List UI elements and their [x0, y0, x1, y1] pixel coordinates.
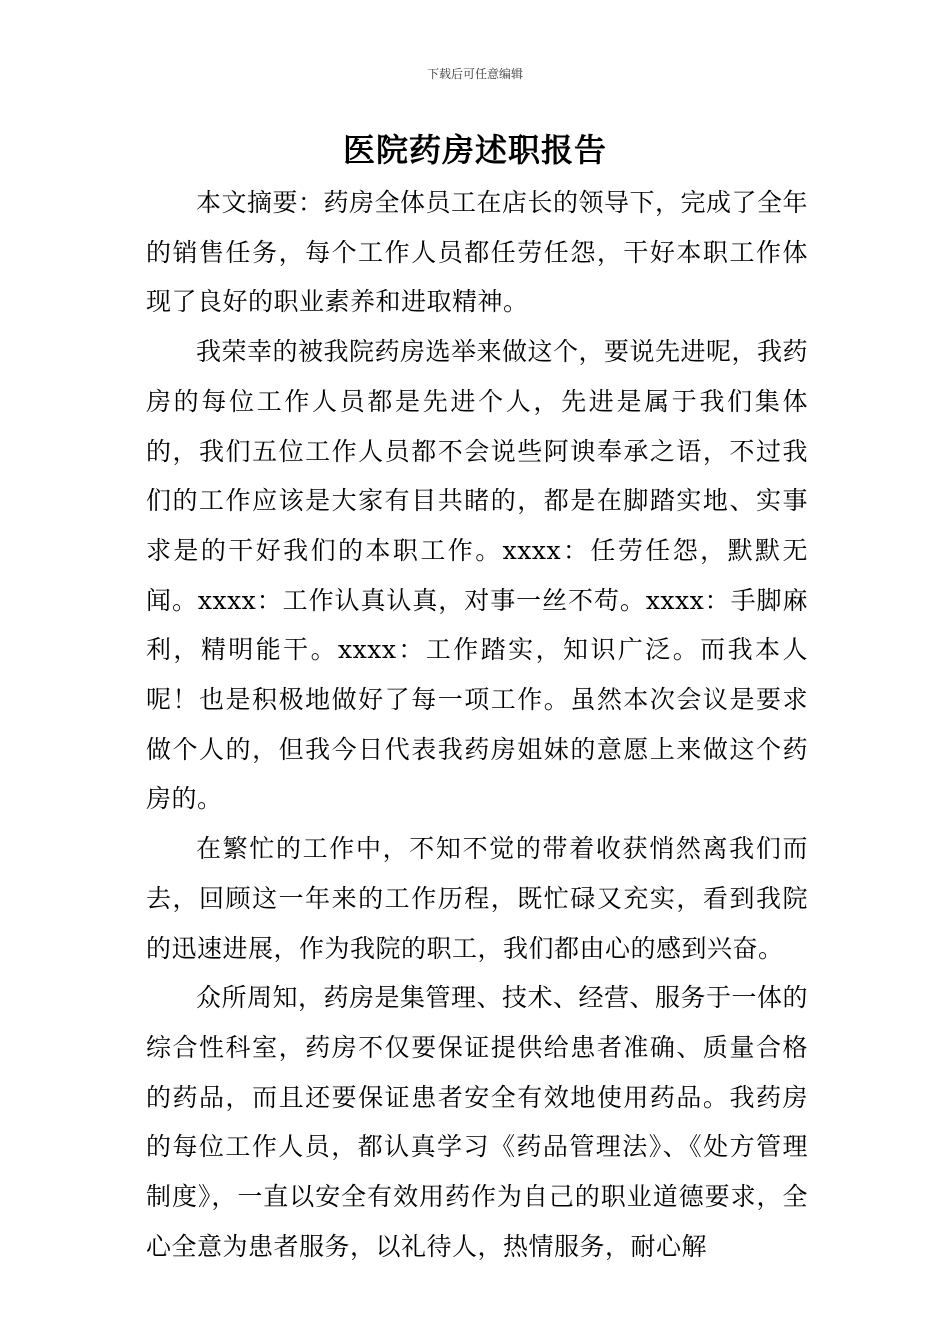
document-body — [146, 178, 808, 1271]
paragraph-review: 在繁忙的工作中，不知不觉的带着收获悄然离我们而去，回顾这一年来的工作历程，既忙碌又充实，看到我院的迅速进展，作为我院的职工，我们都由心的感到兴奋。 — [146, 834, 808, 963]
paragraph-team: 我荣幸的被我院药房选举来做这个，要说先进呢，我药房的每位工作人员都是先进个人，先进是属于我们集体的，我们五位工作人员都不会说些阿谀奉承之语，不过我们的工作应该是大家有目共睹的，都是在脚踏实地、实事求是的干好我们的本职工作。xxxx：任劳任怨，默默无闻。xxxx：工作认真认真，对事一丝不苟。xxxx：手脚麻利，精明能干。xxxx：工作踏实，知识广泛。而我本人呢！也是积极地做好了每一项工作。虽然本次会议是要求做个人的，但我今日代表我药房姐妹的意愿上来做这个药房的。 — [146, 337, 809, 814]
document-title: 医院药房述职报告 — [342, 131, 607, 169]
paragraph-abstract: 本文摘要：药房全体员工在店长的领导下，完成了全年的销售任务，每个工作人员都任劳任怨，干好本职工作体现了良好的职业素养和进取精神。 — [146, 188, 809, 317]
paragraph-pharmacy-duties: 众所周知，药房是集管理、技术、经营、服务于一体的综合性科室，药房不仅要保证提供给患者准确、质量合格的药品，而且还要保证患者安全有效地使用药品。我药房的每位工作人员，都认真学习《药品管理法》、《处方管理制度》，一直以安全有效用药作为自己的职业道德要求，全心全意为患者服务，以礼待人，热情服务，耐心解 — [146, 983, 809, 1261]
header-note: 下载后可任意编辑 — [426, 67, 523, 81]
